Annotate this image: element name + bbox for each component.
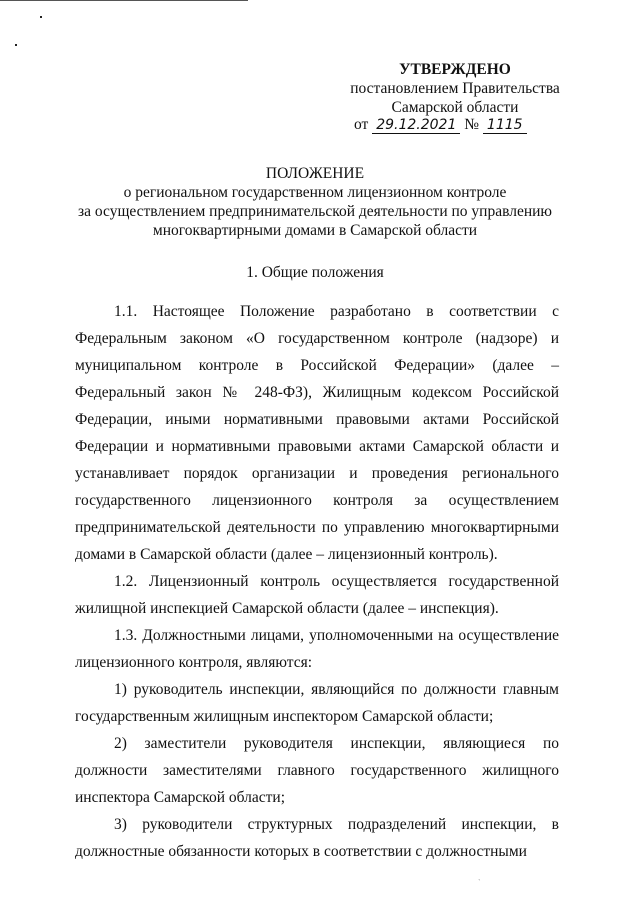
paragraph: 1.3. Должностными лицами, уполномоченными на осуществление лицензионного контроля, являются: — [75, 627, 559, 671]
section-heading: 1. Общие положения — [246, 264, 384, 281]
scan-dot — [40, 16, 42, 18]
paragraph: 1) руководитель инспекции, являющийся по должности главным государственным жилищным инспектором Самарской области; — [75, 681, 559, 725]
title-heading: ПОЛОЖЕНИЕ — [265, 165, 365, 182]
document-body — [75, 298, 559, 865]
number-label: № — [464, 116, 480, 133]
approved-by: постановлением Правительства — [350, 80, 560, 97]
paragraph: 3) руководители структурных подразделений инспекции, в должностные обязанности которых в соответствии с должностными — [75, 816, 559, 860]
title-line: многоквартирными домами в Самарской области — [152, 222, 478, 239]
approval-date: 29.12.2021 — [372, 117, 460, 134]
paragraph: 1.1. Настоящее Положение разработано в соответствии с Федеральным законом «О государственном контроле (надзоре) и муниципальном контроле в Российской Федерации» (далее – Федеральный закон № 248-ФЗ), Жилищным кодексом Российской Федерации, иными нормативными правовыми актами Российской Федерации и нормативными правовыми актами Самарской области и устанавливает порядок организации и проведения регионального государственного лицензионного контроля за осуществлением предпринимательской деятельности по управлению многоквартирными домами в Самарской области (далее – лицензионный контроль). — [75, 303, 559, 563]
scan-edge-line — [0, 0, 248, 1]
paragraph: 2) заместители руководителя инспекции, являющиеся по должности заместителями главного государственного жилищного инспектора Самарской области; — [75, 735, 559, 806]
ot-label: от — [354, 116, 369, 133]
approved-org: Самарской области — [391, 99, 519, 116]
scan-dot — [15, 44, 17, 46]
document-title — [75, 164, 555, 240]
scan-mark: ˋ — [478, 878, 481, 887]
approval-number: 1115 — [483, 117, 527, 134]
approval-block — [340, 60, 570, 117]
approval-date-number — [354, 116, 527, 134]
approved-label: УТВЕРЖДЕНО — [399, 61, 511, 78]
paragraph: 1.2. Лицензионный контроль осуществляется государственной жилищной инспекцией Самарской области (далее – инспекция). — [75, 573, 559, 617]
title-line: о региональном государственном лицензионном контроле — [123, 184, 507, 201]
title-line: за осуществлением предпринимательской деятельности по управлению — [78, 203, 552, 220]
